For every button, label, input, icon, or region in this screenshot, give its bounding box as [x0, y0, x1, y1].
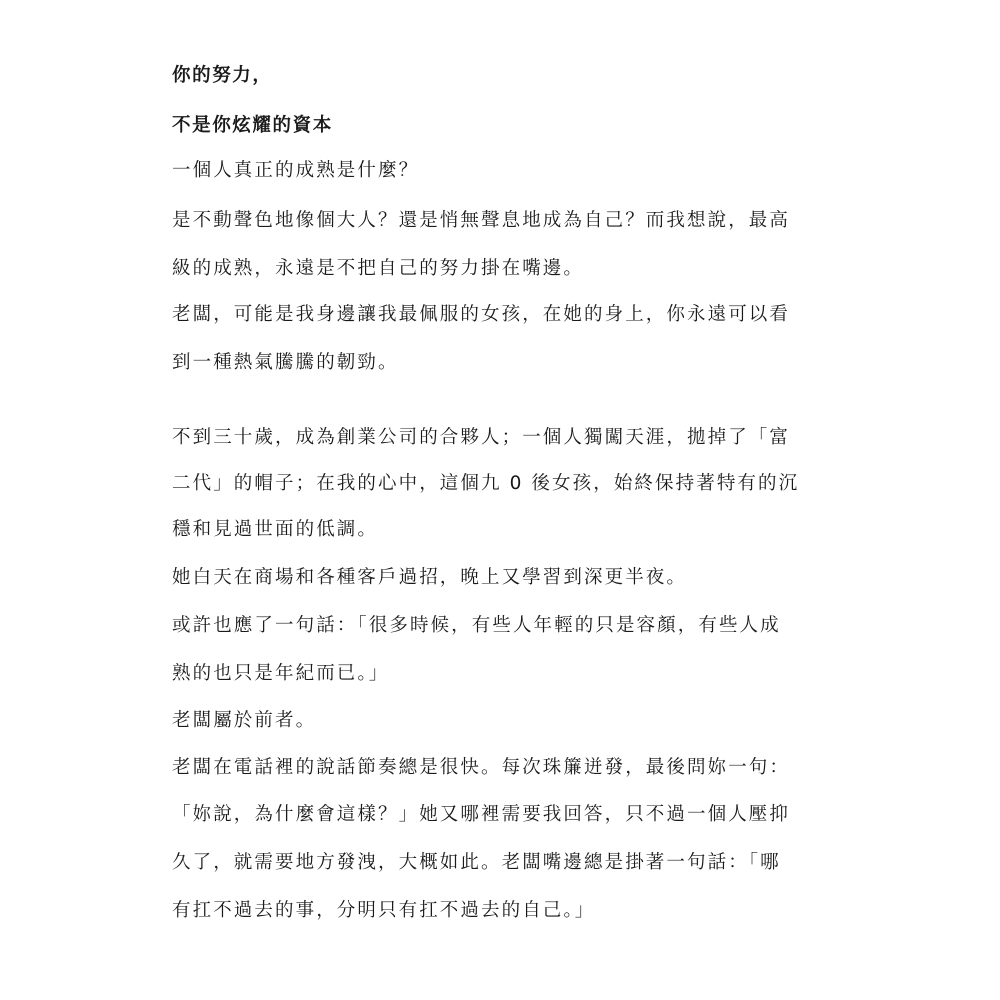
paragraph-line: 不到三十歲，成為創業公司的合夥人；一個人獨闖天涯，拋掉了「富 — [172, 427, 791, 448]
paragraph-line: 老闆在電話裡的說話節奏總是很快。每次珠簾迸發，最後問妳一句： — [172, 757, 791, 778]
article-title-line-2: 不是你炫耀的資本 — [172, 115, 333, 136]
paragraph-line: 她白天在商場和各種客戶過招，晚上又學習到深更半夜。 — [172, 567, 688, 588]
paragraph-line: 二代」的帽子；在我的心中，這個九 0 後女孩，始終保持著特有的沉 — [172, 473, 800, 494]
paragraph-line: 穩和見過世面的低調。 — [172, 519, 379, 540]
paragraph-line: 有扛不過去的事，分明只有扛不過去的自己。」 — [172, 900, 596, 921]
paragraph-line: 級的成熟，永遠是不把自己的努力掛在嘴邊。 — [172, 258, 585, 279]
paragraph-line: 久了，就需要地方發洩，大概如此。老闆嘴邊總是掛著一句話：「哪 — [172, 852, 781, 873]
paragraph-line: 「妳說，為什麼會這樣？」她又哪裡需要我回答，只不過一個人壓抑 — [172, 804, 791, 825]
paragraph-line: 或許也應了一句話：「很多時候，有些人年輕的只是容顏，有些人成 — [172, 615, 781, 636]
paragraph-line: 是不動聲色地像個大人？還是悄無聲息地成為自己？而我想說，最高 — [172, 210, 791, 231]
paragraph-line: 老闆，可能是我身邊讓我最佩服的女孩，在她的身上，你永遠可以看 — [172, 304, 791, 325]
paragraph-line: 老闆屬於前者。 — [172, 710, 317, 731]
paragraph-line: 到一種熱氣騰騰的韌勁。 — [172, 352, 399, 373]
paragraph-line: 一個人真正的成熟是什麼？ — [172, 160, 420, 181]
paragraph-line: 熟的也只是年紀而已。」 — [172, 663, 390, 684]
article-title-line-1: 你的努力， — [172, 65, 273, 86]
